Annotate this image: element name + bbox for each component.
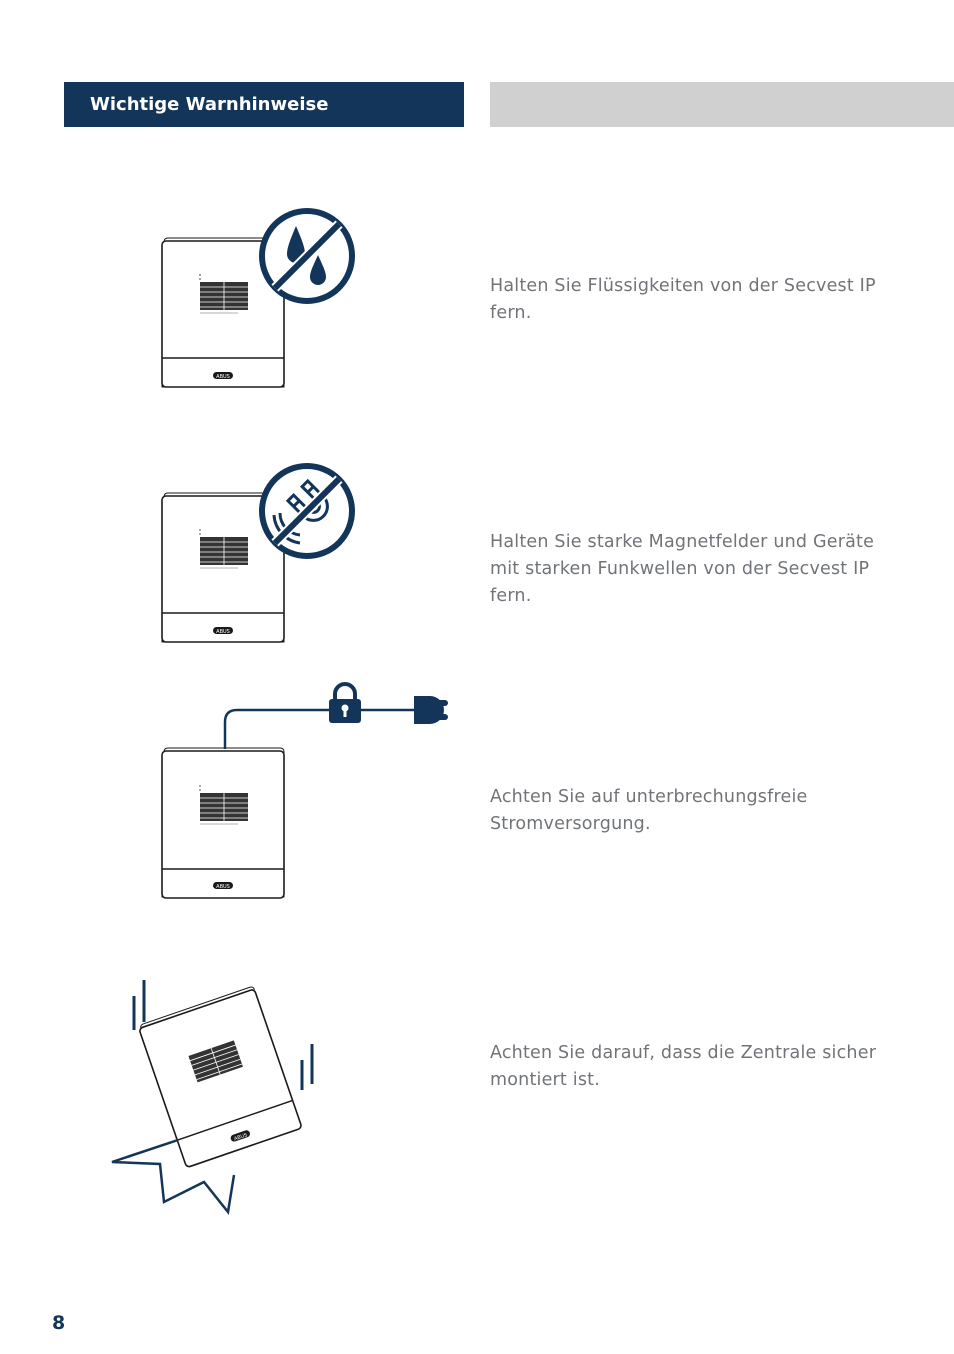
warning-illustration-magnet — [150, 455, 370, 655]
warning-text-liquids: Halten Sie Flüssigkeiten von der Secvest IP fern. — [490, 276, 876, 323]
warning-illustration-power — [150, 680, 460, 910]
device-logo: ABUS — [233, 1132, 249, 1143]
section-header — [64, 82, 464, 127]
device-logo: ABUS — [216, 884, 230, 890]
header-bar-right — [490, 82, 954, 127]
section-title: Wichtige Warnhinweise — [90, 94, 329, 115]
device-illustration — [162, 748, 284, 898]
device-illustration — [138, 986, 302, 1168]
warning-text-magnet: Halten Sie starke Magnetfelder und Geräte mit starken Funkwellen von der Secvest IP fern. — [490, 532, 875, 606]
no-magnet-icon — [262, 466, 352, 556]
no-liquids-icon — [262, 211, 352, 301]
page-number: 8 — [52, 1312, 66, 1334]
device-logo: ABUS — [216, 374, 230, 380]
padlock-icon — [329, 684, 361, 723]
warning-illustration-mounting — [100, 970, 340, 1230]
device-logo: ABUS — [216, 629, 230, 635]
warning-text-power: Achten Sie auf unterbrechungsfreie Stromversorgung. — [490, 787, 808, 834]
warning-illustration-liquids — [150, 200, 370, 400]
power-cable — [225, 710, 330, 749]
warning-text-mounting: Achten Sie darauf, dass die Zentrale sicher montiert ist. — [490, 1043, 877, 1090]
power-plug-icon — [414, 696, 448, 724]
